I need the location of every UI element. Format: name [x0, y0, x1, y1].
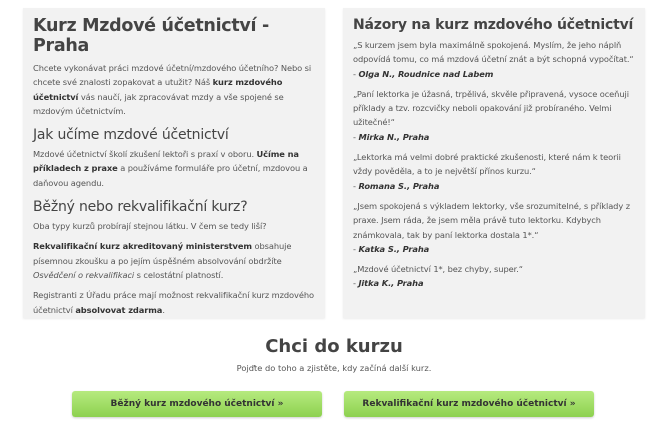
cta-section [0, 336, 668, 373]
type-part: . [162, 304, 165, 315]
review-author: Katka S., Praha [358, 243, 430, 254]
review: „Paní lektorka je úžasná, trpělivá, skvěle připravená, vysoce oceňuji příklady a tzv. rozcvičky neboli opakování již probíraného. Velmi užitečné!“ - Mirka N., Praha [353, 88, 629, 142]
type-part: obsahuje písemnou zkoušku a po jejím úspěšném absolvování obdržíte [33, 241, 292, 266]
regular-course-button[interactable]: Běžný kurz mzdového účetnictví » [72, 391, 322, 417]
type-part: Registranti z Úřadu práce mají možnost rekvalifikační kurz mzdového účetnictví [33, 290, 314, 315]
intro-part: Chcete vykonávat práci mzdové účetní/mzdového účetního? Nebo si chcete své znalosti zopakovat a utužit? Náš [33, 63, 312, 88]
how-part: a používáme formuláře pro účetní, mzdovou a daňovou agendu. [33, 163, 308, 188]
type-text-1: Oba typy kurzů probírají stejnou látku. V čem se tedy liší? [33, 221, 267, 232]
review-text: „Mzdové účetnictví 1*, bez chyby, super.“ [353, 264, 523, 275]
type-italic: Osvědčení o rekvalifikaci [33, 269, 135, 280]
review-text: „Paní lektorka je úžasná, trpělivá, skvěle připravená, vysoce oceňuji příklady a tzv. rozcvičky neboli opakování již probíraného. Velmi užitečné!“ [353, 88, 629, 128]
cta-title: Chci do kurzu [265, 336, 403, 357]
intro-part: vás naučí, jak zpracovávat mzdy a vše spojené se mzdovým účetnictvím. [33, 91, 284, 116]
review-author: Jitka K., Praha [358, 278, 424, 289]
how-bold: Učíme na příkladech z praxe [33, 149, 299, 174]
review-text: „Jsem spokojená s výkladem lektorky, vše srozumitelné, s příklady z praxe. Jsem ráda, že jsem měla právě tuto lektorku. Kdybych známkovala, tak by paní lektorka dostala 1*.“ [353, 200, 630, 240]
type-text-2 [33, 239, 315, 282]
reviews-panel [343, 8, 645, 318]
type-bold: absolvovat zdarma [75, 304, 163, 315]
type-part: s celostátní platností. [134, 269, 224, 280]
review-author: Romana S., Praha [358, 180, 440, 191]
review-author: Olga N., Roudnice nad Labem [358, 68, 494, 79]
type-bold: Rekvalifikační kurz akreditovaný ministerstvem [33, 241, 252, 252]
intro-text [33, 61, 315, 118]
cta-subtitle: Pojďte do toho a zjistěte, kdy začíná další kurz. [236, 363, 432, 373]
review: „Mzdové účetnictví 1*, bez chyby, super.“ - Jitka K., Praha [353, 264, 523, 289]
course-info-panel [23, 8, 325, 318]
review-author: Mirka N., Praha [358, 131, 430, 142]
how-part: Mzdové účetnictví školí zkušení lektoři s praxí v oboru. [33, 149, 257, 160]
how-text [33, 147, 315, 190]
review-text: „S kurzem jsem byla maximálně spokojená. Myslím, že jeho náplň odpovídá tomu, co má mzdová účetní znát a být schopná vypočítat.“ [353, 40, 634, 65]
how-heading: Jak učíme mzdové účetnictví [33, 127, 229, 144]
review: „Jsem spokojená s výkladem lektorky, vše srozumitelné, s příklady z praxe. Jsem ráda, že jsem měla právě tuto lektorku. Kdybych známkovala, tak by paní lektorka dostala 1*.“ - Katka S., Praha [353, 200, 630, 254]
requalification-course-button[interactable]: Rekvalifikační kurz mzdového účetnictví » [344, 391, 594, 417]
review: „S kurzem jsem byla maximálně spokojená. Myslím, že jeho náplň odpovídá tomu, co má mzdová účetní znát a být schopná vypočítat.“ - Olga N., Roudnice nad Labem [353, 40, 634, 79]
page-title: Kurz Mzdové účetnictví - Praha [33, 16, 269, 56]
type-heading: Běžný nebo rekvalifikační kurz? [33, 199, 248, 216]
review-text: „Lektorka má velmi dobré praktické zkušenosti, které nám k teorii vždy pověděla, a to je největší přínos kurzu.“ [353, 152, 621, 177]
intro-bold: kurz mzdového účetnictví [33, 77, 283, 102]
reviews-title: Názory na kurz mzdového účetnictví [353, 17, 634, 33]
review: „Lektorka má velmi dobré praktické zkušenosti, které nám k teorii vždy pověděla, a to je největší přínos kurzu.“ - Romana S., Praha [353, 152, 621, 191]
type-text-3 [33, 288, 315, 317]
